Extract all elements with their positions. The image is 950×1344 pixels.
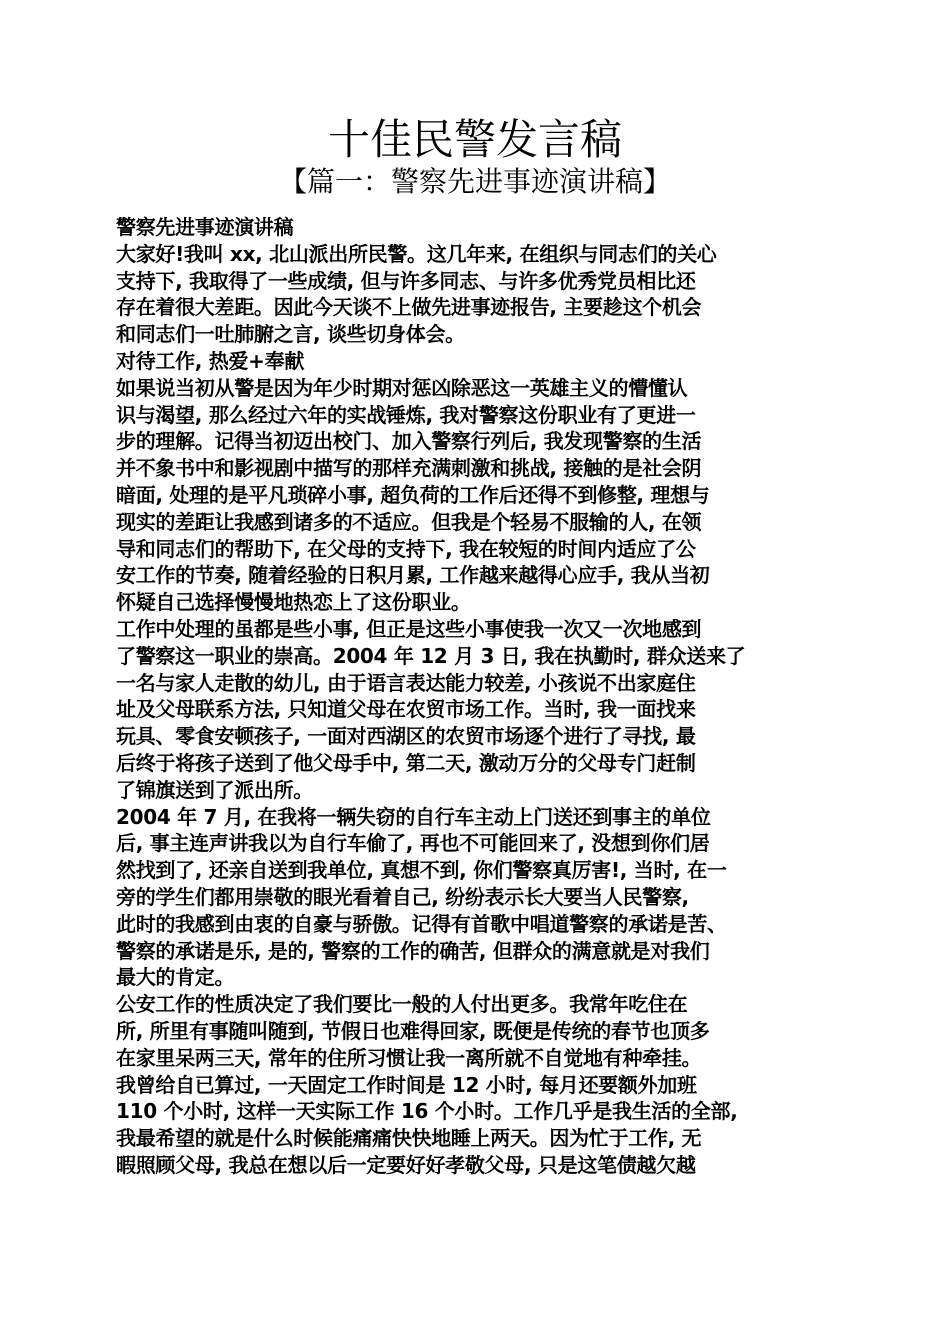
text-line: 了警察这一职业的崇高。2004 年 12 月 3 日, 我在执勤时, 群众送来了 <box>116 643 746 668</box>
text-line: 警察先进事迹演讲稿 <box>116 215 294 239</box>
document-title: 十佳民警发言稿 <box>327 115 622 164</box>
text-line: 后终于将孩子送到了他父母手中, 第二天, 激动万分的父母专门赶制 <box>116 750 696 775</box>
text-line: 对待工作, 热爱+奉献 <box>116 348 305 373</box>
text-line: 后, 事主连声讲我以为自行车偷了, 再也不可能回来了, 没想到你们居 <box>116 831 710 856</box>
document-subtitle: 【篇一：警察先进事迹演讲稿】 <box>278 165 671 198</box>
text-line: 址及父母联系方法, 只知道父母在农贸市场工作。当时, 我一面找来 <box>116 697 696 722</box>
text-line: 安工作的节奏, 随着经验的日积月累, 工作越来越得心应手, 我从当初 <box>116 563 710 588</box>
text-line: 公安工作的性质决定了我们要比一般的人付出更多。我常年吃住在 <box>116 992 688 1017</box>
text-line: 现实的差距让我感到诸多的不适应。但我是个轻易不服输的人, 在领 <box>116 509 702 534</box>
text-line: 最大的肯定。 <box>116 965 235 990</box>
text-line: 在家里呆两三天, 常年的住所习惯让我一离所就不自觉地有种牵挂。 <box>116 1045 702 1070</box>
text-line: 存在着很大差距。因此今天谈不上做先进事迹报告, 主要趁这个机会 <box>116 295 702 320</box>
text-line: 了锦旗送到了派出所。 <box>116 777 313 802</box>
document-body <box>116 214 856 1179</box>
text-line: 然找到了, 还亲自送到我单位, 真想不到, 你们警察真厉害!, 当时, 在一 <box>116 858 727 883</box>
text-line: 2004 年 7 月, 在我将一辆失窃的自行车主动上门送还到事主的单位 <box>116 804 711 829</box>
text-line: 并不象书中和影视剧中描写的那样充满刺激和挑战, 接触的是社会阴 <box>116 456 702 481</box>
text-line: 暗面, 处理的是平凡琐碎小事, 超负荷的工作后还得不到修整, 理想与 <box>116 482 710 507</box>
text-line: 导和同志们的帮助下, 在父母的支持下, 我在较短的时间内适应了公 <box>116 536 696 561</box>
text-line: 警察的承诺是乐, 是的, 警察的工作的确苦, 但群众的满意就是对我们 <box>116 938 710 963</box>
text-line: 所, 所里有事随叫随到, 节假日也难得回家, 既便是传统的春节也顶多 <box>116 1018 710 1043</box>
text-line: 大家好!我叫 xx, 北山派出所民警。这几年来, 在组织与同志们的关心 <box>116 241 717 266</box>
text-line: 此时的我感到由衷的自豪与骄傲。记得有首歌中唱道警察的承诺是苦、 <box>116 911 727 936</box>
text-line: 支持下, 我取得了一些成绩, 但与许多同志、与许多优秀党员相比还 <box>116 268 696 293</box>
text-line: 旁的学生们都用崇敬的眼光看着自己, 纷纷表示长大要当人民警察, <box>116 884 689 909</box>
text-line: 玩具、零食安顿孩子, 一面对西湖区的农贸市场逐个进行了寻找, 最 <box>116 724 696 749</box>
text-line: 我曾给自已算过, 一天固定工作时间是 12 小时, 每月还要额外加班 <box>116 1072 697 1097</box>
text-line: 110 个小时, 这样一天实际工作 16 个小时。工作几乎是我生活的全部, <box>116 1099 738 1124</box>
text-line: 和同志们一吐肺腑之言, 谈些切身体会。 <box>116 322 465 347</box>
text-line: 如果说当初从警是因为年少时期对惩凶除恶这一英雄主义的懵懂认 <box>116 375 688 400</box>
text-line: 一名与家人走散的幼儿, 由于语言表达能力较差, 小孩说不出家庭住 <box>116 670 696 695</box>
text-line: 怀疑自己选择慢慢地热恋上了这份职业。 <box>116 590 471 615</box>
text-line: 识与渴望, 那么经过六年的实战锤炼, 我对警察这份职业有了更进一 <box>116 402 696 427</box>
text-line: 我最希望的就是什么时候能痛痛快快地睡上两天。因为忙于工作, 无 <box>116 1126 702 1151</box>
text-line: 步的理解。记得当初迈出校门、加入警察行列后, 我发现警察的生活 <box>116 429 702 454</box>
text-line: 暇照顾父母, 我总在想以后一定要好好孝敬父母, 只是这笔债越欠越 <box>116 1152 696 1177</box>
text-line: 工作中处理的虽都是些小事, 但正是这些小事使我一次又一次地感到 <box>116 616 702 641</box>
